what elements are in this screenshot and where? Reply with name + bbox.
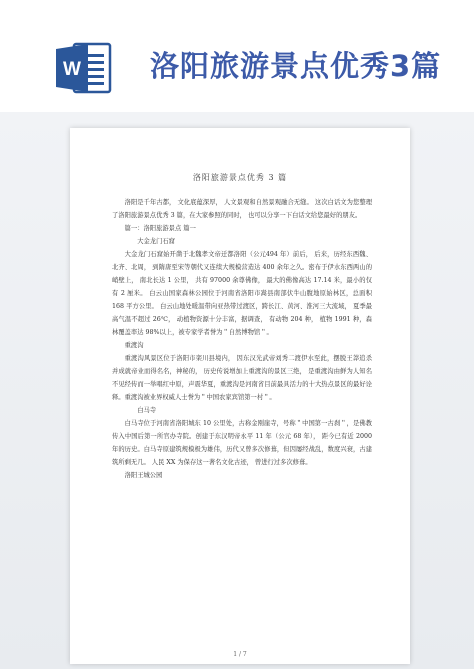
- spot-paragraph-baima: 白马寺位于河南省洛阳城东 10 公里处，古称金刚崖寺，号称＂中国第一古刹＂，是佛教传入中国后第一所官办寺院。创建于东汉明帝永平 11 年（公元 68 年）， 距今已有近 2000 年的历史。白马寺原建筑规模极为雄伟，历代又曾多次修葺，但因屡经战乱，数度兴衰，古建筑所剩无几。 人民 XX 为保存这一著名文化古迹， 曾进行过多次修葺。: [112, 420, 372, 466]
- spot-paragraph-longmen: 大金龙门石窟始开凿于北魏孝文帝迁都洛阳（公元494 年）前后， 后来，历经东西魏、北齐、北周， 到隋唐至宋等朝代又连续大规模营造达 400 余年之久。密布于伊水东西两山的峭壁上， 南北长达 1 公里， 共有 97000 余尊佛像， 最大的佛像高达 17.14 米，最小的仅有 2 厘米。 白云山国家森林公园位于河南省洛阳市嵩县南部伏牛山腹地原始林区，总面积 168 平方公里。 白云山地处暖温带向亚热带过渡区，跨长江、黄河、淮河三大流域， 夏季最高气温不超过 26℃， 动植物资源十分丰富，据调查， 有动物 204 种， 植物 1991 种，森林覆盖率达 98%以上，被专家学者誉为＂自然博物馆＂。: [112, 251, 372, 336]
- spot-heading-wangcheng: 洛阳王城公园: [124, 472, 163, 479]
- page-number: 1 / 7: [233, 651, 247, 658]
- banner: [0, 0, 474, 112]
- spot-heading-baima: 白马寺: [137, 407, 157, 414]
- spot-paragraph-chongdugou: 重渡沟风景区位于洛阳市栾川县境内， 因东汉光武帝刘秀二渡伊水至此，摆脱王莽追杀并成就帝业而得名名，神秘的， 历史传说增加上重渡沟的景区三绝， 是重渡沟由鲜为人知名不见经传而一举唱红中原，声震华夏，重渡沟是河南省目前最具活力的十大热点景区的最好诠释。重渡沟被业界权威人士誉为＂中国农家宾馆第一村＂。: [112, 355, 372, 401]
- document-page[interactable]: [70, 128, 410, 664]
- document-title: 洛阳旅游景点优秀 3 篇: [192, 173, 288, 182]
- intro-paragraph: 洛阳是千年古都， 文化底蕴深厚， 人文景观和自然景观融合无缝。 这次白话文为您整理了洛阳旅游景点优秀 3 篇，在大家参照的同时， 也可以分享一下白话文给您最好的朋友。: [112, 199, 372, 219]
- word-doc-icon: [54, 38, 114, 98]
- document-body: [112, 196, 372, 482]
- banner-title: 洛阳旅游景点优秀3篇: [150, 49, 442, 83]
- spot-heading-longmen: 大金龙门石窟: [137, 238, 175, 245]
- spot-heading-chongdugou: 重渡沟: [124, 342, 144, 349]
- section-heading: 篇一：洛阳旅游景点 篇一: [124, 225, 196, 232]
- svg-text:W: W: [63, 59, 81, 80]
